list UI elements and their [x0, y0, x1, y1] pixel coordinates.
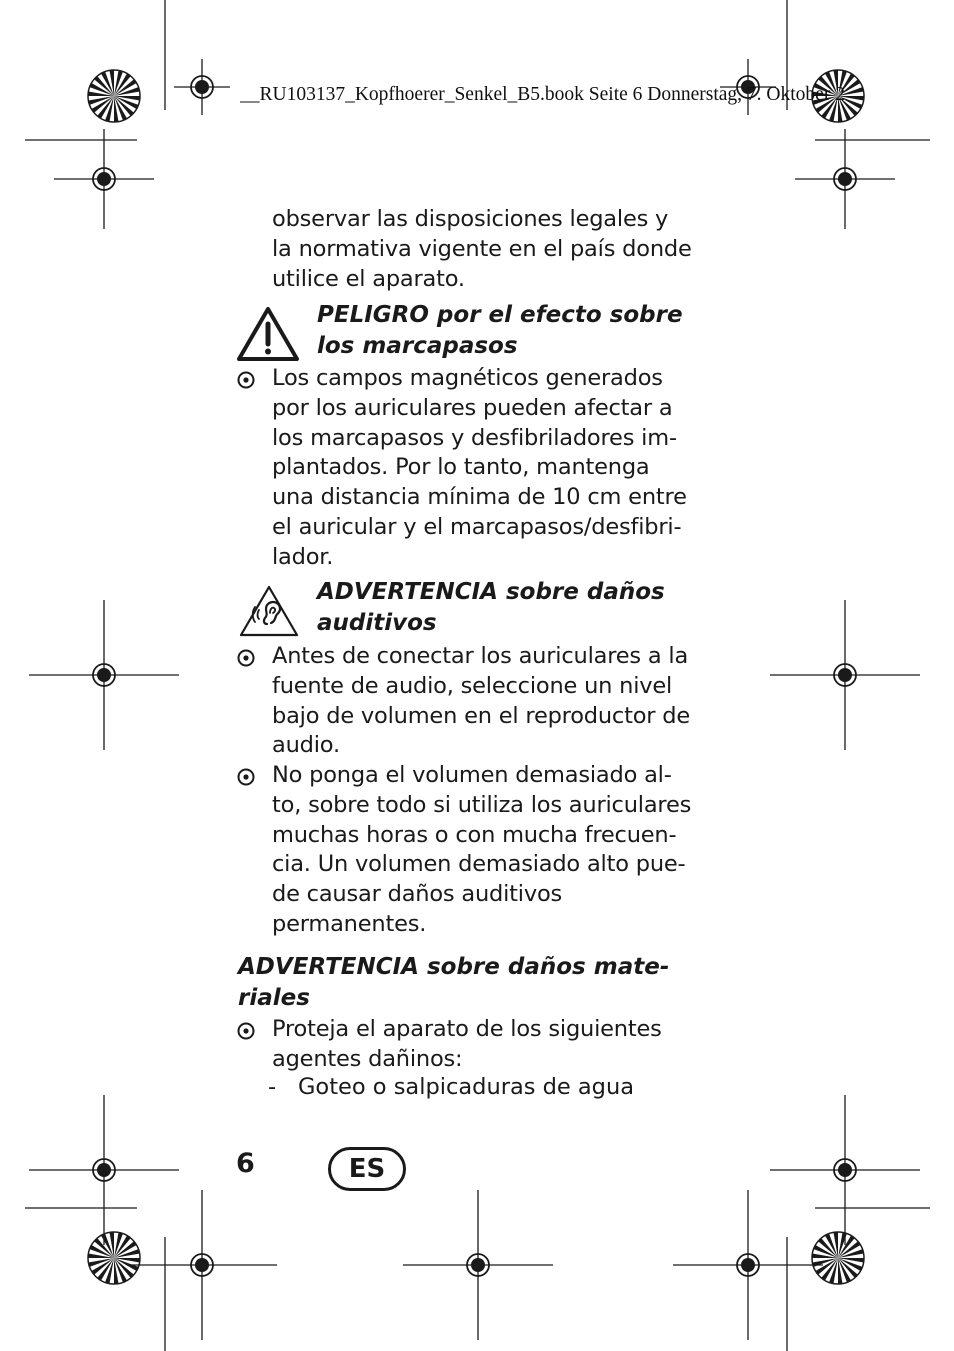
intro-paragraph [272, 205, 692, 294]
hearing-warning-text-2 [272, 761, 692, 940]
starburst-ray [838, 1258, 858, 1278]
pacemaker-warning-title [317, 300, 697, 362]
crosshair-dot [97, 1163, 111, 1177]
crosshair-dot [195, 1258, 209, 1272]
crosshair-dot [838, 172, 852, 186]
title-line: PELIGRO por el efecto sobre [317, 302, 683, 328]
crosshair-dot [195, 80, 209, 94]
hearing-warning-text-1 [272, 642, 692, 761]
hearing-warning-title [317, 577, 697, 639]
page-number: 6 [236, 1148, 255, 1179]
text-line: muchas horas o con mucha frecuen- [272, 821, 677, 848]
starburst-ray [818, 1238, 838, 1258]
text-line: la normativa vigente en el país donde [272, 235, 692, 262]
text-line: de causar daños auditivos [272, 881, 563, 908]
text-line: observar las disposiciones legales y [272, 206, 669, 232]
text-line: audio. [272, 732, 340, 759]
title-line: riales [238, 985, 310, 1011]
bullet-icon [235, 766, 257, 788]
danger-triangle-icon [236, 305, 300, 363]
text-line: los marcapasos y desfibriladores im- [272, 424, 677, 451]
bullet-icon [235, 1020, 257, 1042]
text-line: una distancia mínima de 10 cm entre [272, 484, 687, 511]
crosshair-dot [838, 1163, 852, 1177]
bullet-icon [235, 369, 257, 391]
starburst-mark [812, 1232, 864, 1284]
starburst-mark [88, 1232, 140, 1284]
crosshair-dot [97, 172, 111, 186]
text-line: el auricular y el marcapasos/desfibri- [272, 513, 682, 540]
crosshair-dot [97, 668, 111, 682]
material-warning-title [238, 952, 698, 1014]
starburst-mark [88, 70, 140, 122]
starburst-ray [114, 1258, 134, 1278]
crosshair-dot [838, 668, 852, 682]
language-badge: ES [328, 1147, 406, 1191]
sub-item-dash: - [268, 1074, 277, 1100]
text-line: utilice el aparato. [272, 265, 465, 292]
text-line: bajo de volumen en el reproductor de [272, 702, 691, 729]
title-line: ADVERTENCIA sobre daños mate- [238, 954, 670, 980]
starburst-ray [114, 96, 134, 116]
hearing-damage-triangle-icon [237, 582, 301, 640]
text-line: cia. Un volumen demasiado alto pue- [272, 851, 686, 878]
text-line: permanentes. [272, 910, 427, 937]
text-line: Antes de conectar los auriculares a la [272, 643, 689, 669]
text-line: agentes dañinos: [272, 1045, 463, 1072]
title-line: ADVERTENCIA sobre daños [317, 579, 665, 605]
starburst-ray [94, 76, 114, 96]
print-slug-header: __RU103137_Kopfhoerer_Senkel_B5.book Seite 6 Donnerstag, 7. Oktober 2 [240, 84, 845, 105]
title-line: los marcapasos [317, 333, 518, 359]
text-line: fuente de audio, seleccione un nivel [272, 672, 673, 699]
sub-item-text: Goteo o salpicaduras de agua [298, 1074, 635, 1100]
pacemaker-warning-text [272, 364, 692, 573]
text-line: Los campos magnéticos generados [272, 365, 663, 391]
text-line: lador. [272, 543, 334, 570]
text-line: por los auriculares pueden afectar a [272, 394, 673, 421]
text-line: Proteja el aparato de los siguientes [272, 1016, 662, 1042]
text-line: to, sobre todo si utiliza los auriculares [272, 791, 692, 818]
crosshair-dot [741, 1258, 755, 1272]
bullet-icon [235, 647, 257, 669]
text-line: No ponga el volumen demasiado al- [272, 762, 672, 788]
material-warning-text [272, 1015, 692, 1075]
text-line: plantados. Por lo tanto, mantenga [272, 454, 650, 481]
title-line: auditivos [317, 610, 437, 636]
crosshair-dot [471, 1258, 485, 1272]
